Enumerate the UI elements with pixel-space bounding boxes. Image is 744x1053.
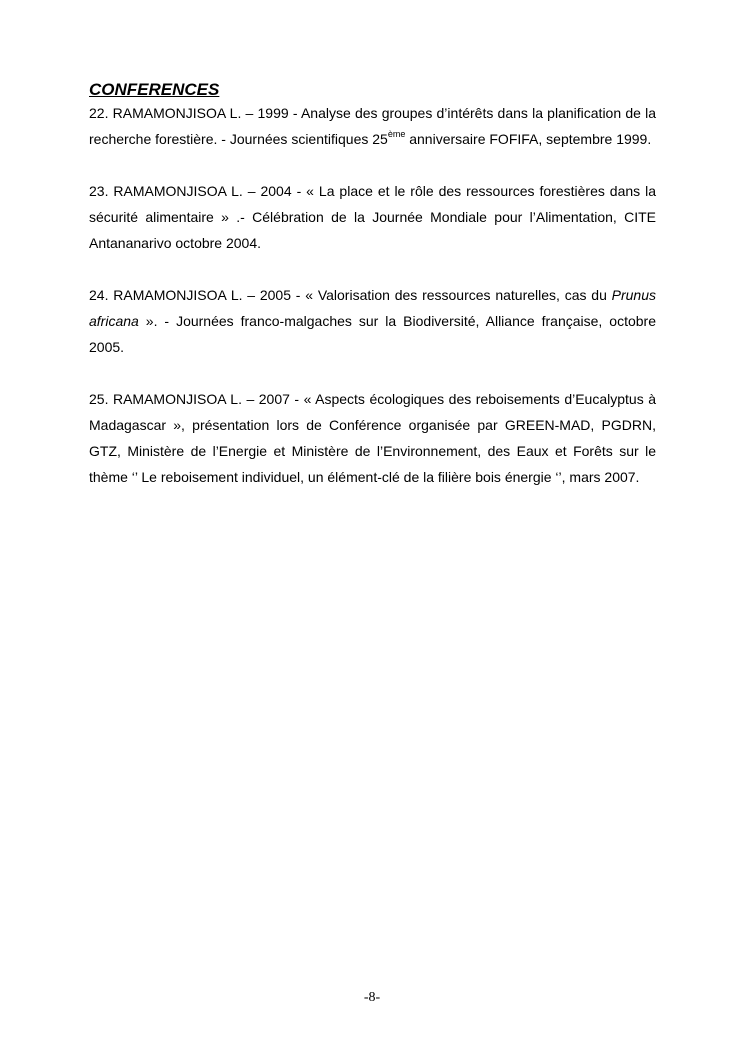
- page-number: -8-: [363, 990, 381, 1005]
- entry-text: 23. RAMAMONJISOA L. – 2004 - « La place et le rôle des ressources forestières dans la sécurité alimentaire » .- Célébration de la Journée Mondiale pour l’Alimentation, CITE Antananarivo octobre 2004.: [89, 183, 656, 251]
- entry-text: ». - Journées franco-malgaches sur la Biodiversité, Alliance française, octobre 2005.: [89, 313, 656, 355]
- conference-entry-22: [89, 100, 656, 152]
- entry-text: 22. RAMAMONJISOA L. – 1999 - Analyse des groupes d’intérêts dans la planification de la recherche forestière. - Journées scientifiques 25: [89, 105, 656, 147]
- conference-entry-24: [89, 282, 656, 360]
- entry-text: 24. RAMAMONJISOA L. – 2005 - « Valorisation des ressources naturelles, cas du: [89, 287, 612, 303]
- document-body: [89, 80, 656, 516]
- species-name: Prunus africana: [89, 287, 656, 329]
- entry-superscript: ème: [387, 129, 406, 139]
- conference-entry-25: [89, 386, 656, 490]
- section-title: CONFERENCES: [89, 80, 220, 99]
- entry-text: 25. RAMAMONJISOA L. – 2007 - « Aspects écologiques des reboisements d’Eucalyptus à Madagascar », présentation lors de Conférence organisée par GREEN-MAD, PGDRN, GTZ, Ministère de l’Energie et Ministère de l’Environnement, des Eaux et Forêts sur le thème ‘’ Le reboisement individuel, un élément-clé de la filière bois énergie ‘’, mars 2007.: [89, 391, 656, 485]
- entry-text: anniversaire FOFIFA, septembre 1999.: [405, 131, 652, 147]
- conference-entry-23: [89, 178, 656, 256]
